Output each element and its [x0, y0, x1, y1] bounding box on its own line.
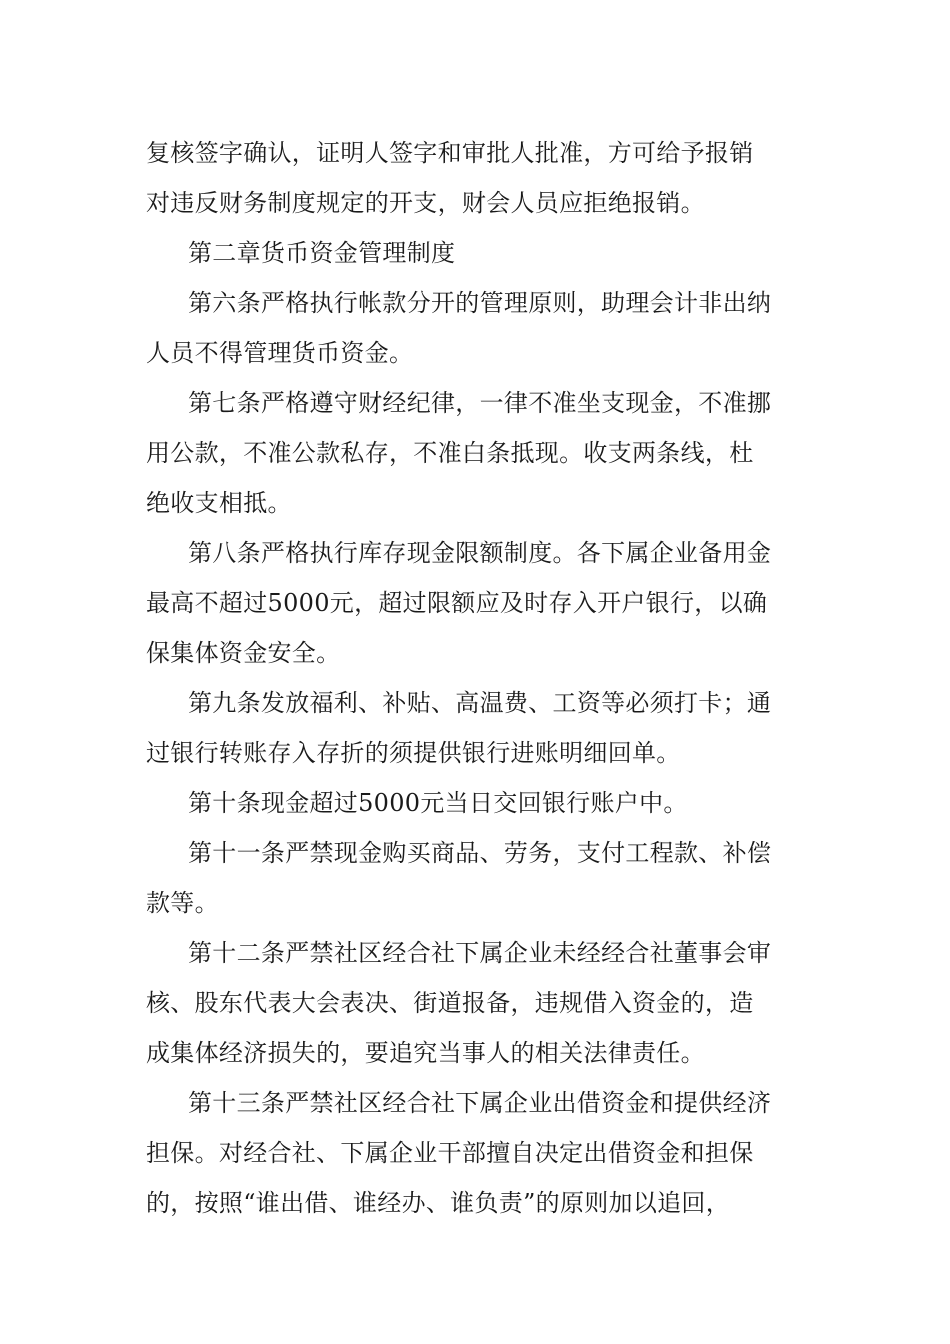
document-body — [146, 128, 806, 1228]
text-line: 最高不超过5000元，超过限额应及时存入开户银行，以确 — [146, 589, 768, 617]
chapter-heading: 第二章货币资金管理制度 — [188, 239, 456, 267]
text-line: 核、股东代表大会表决、街道报备，违规借入资金的，造 — [146, 989, 754, 1017]
text-line: 复核签字确认，证明人签字和审批人批准，方可给予报销 — [146, 139, 754, 167]
text-line: 担保。对经合社、下属企业干部擅自决定出借资金和担保 — [146, 1139, 754, 1167]
text-line: 第八条严格执行库存现金限额制度。各下属企业备用金 — [188, 539, 772, 567]
text-line: 过银行转账存入存折的须提供银行进账明细回单。 — [146, 739, 681, 767]
text-line: 第十二条严禁社区经合社下属企业未经经合社董事会审 — [188, 939, 772, 967]
text-line: 第七条严格遵守财经纪律，一律不准坐支现金，不准挪 — [188, 389, 772, 417]
text-line: 用公款，不准公款私存，不准白条抵现。收支两条线，杜 — [146, 439, 754, 467]
text-line: 第十三条严禁社区经合社下属企业出借资金和提供经济 — [188, 1089, 772, 1117]
text-line: 绝收支相抵。 — [146, 489, 292, 517]
text-line: 对违反财务制度规定的开支，财会人员应拒绝报销。 — [146, 189, 705, 217]
text-line: 第十条现金超过5000元当日交回银行账户中。 — [188, 789, 688, 817]
text-line: 保集体资金安全。 — [146, 639, 341, 667]
text-line: 人员不得管理货币资金。 — [146, 339, 414, 367]
text-line: 的，按照“谁出借、谁经办、谁负责”的原则加以追回， — [146, 1189, 731, 1217]
text-line: 第六条严格执行帐款分开的管理原则，助理会计非出纳 — [188, 289, 772, 317]
text-line: 款等。 — [146, 889, 219, 917]
text-line: 第十一条严禁现金购买商品、劳务，支付工程款、补偿 — [188, 839, 772, 867]
text-line: 第九条发放福利、补贴、高温费、工资等必须打卡；通 — [188, 689, 772, 717]
text-line: 成集体经济损失的，要追究当事人的相关法律责任。 — [146, 1039, 705, 1067]
